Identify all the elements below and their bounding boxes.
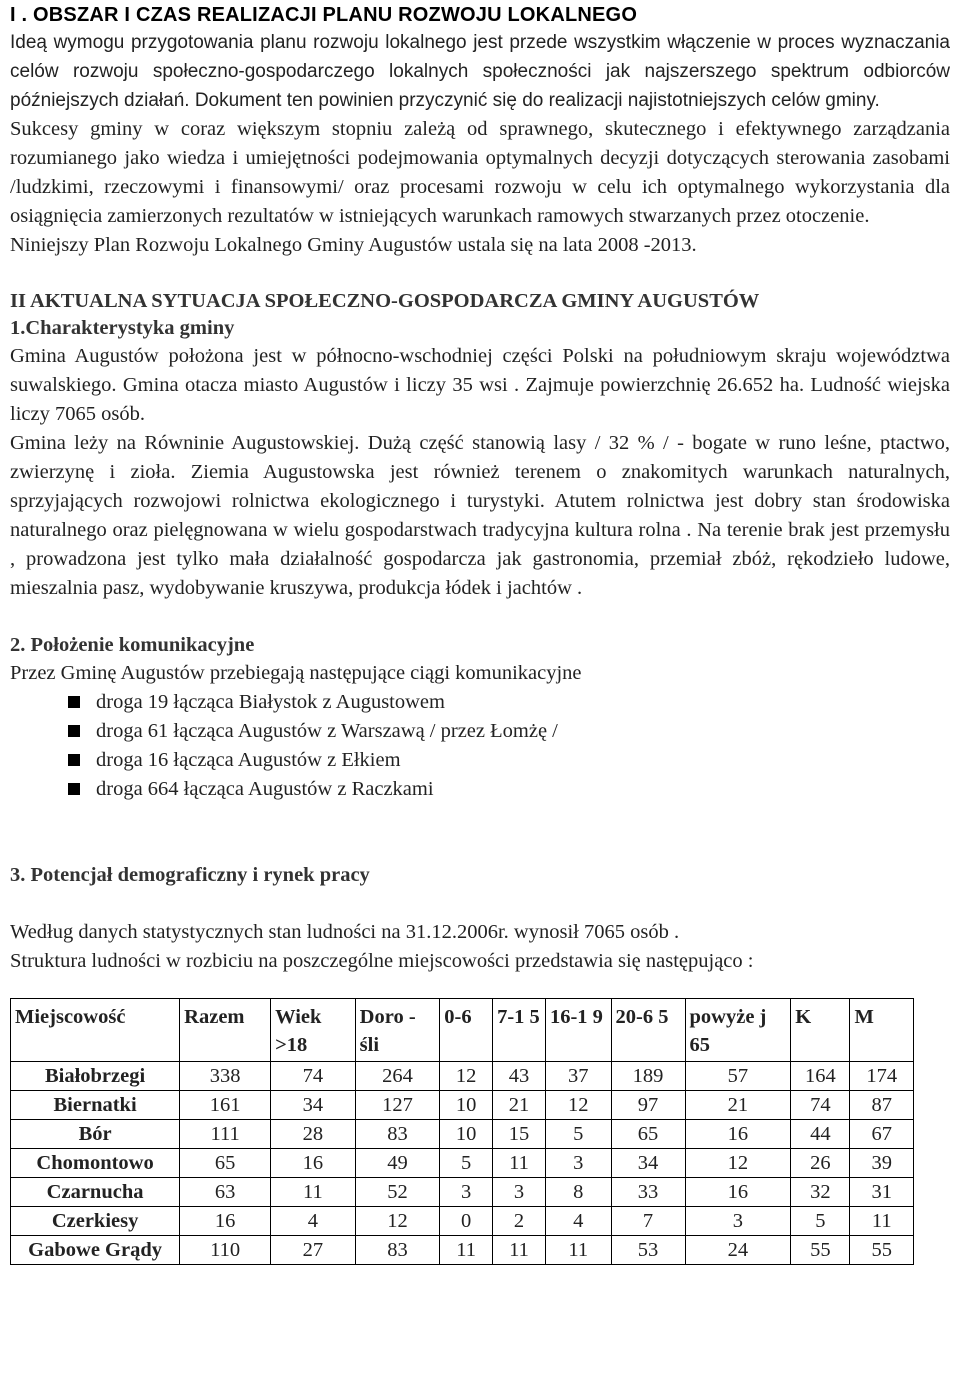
table-cell: 28 <box>271 1120 356 1149</box>
column-header: M <box>850 999 914 1062</box>
column-header: powyże j 65 <box>685 999 791 1062</box>
table-cell: 65 <box>180 1149 271 1178</box>
table-cell: 12 <box>355 1207 440 1236</box>
table-cell: 34 <box>271 1091 356 1120</box>
table-row <box>11 1120 914 1149</box>
section-1-paragraph-1: Ideą wymogu przygotowania planu rozwoju lokalnego jest przede wszystkim włączenie w proces wyznaczania celów rozwoju społeczno-gospodarczego lokalnych społeczności jak najszerszego spektrum odbiorców późniejszych działań. Dokument ten powinien przyczynić się do realizacji najistotniejszych celów gminy. <box>10 32 950 111</box>
route-text: droga 19 łącząca Białystok z Augustowem <box>96 691 445 713</box>
table-header-row <box>11 999 914 1062</box>
table-cell: 21 <box>685 1091 791 1120</box>
column-header: K <box>791 999 850 1062</box>
subsection-1-paragraph-1: Gmina Augustów położona jest w północno-wschodniej części Polski na południowym skraju województwa suwalskiego. Gmina otacza miasto Augustów i liczy 35 wsi . Zajmuje powierzchnię 26.652 ha. Ludność wiejska liczy 7065 osób. <box>10 345 950 425</box>
table-cell: 164 <box>791 1062 850 1091</box>
table-cell: 37 <box>545 1062 611 1091</box>
table-cell: 11 <box>493 1149 546 1178</box>
table-cell: 83 <box>355 1120 440 1149</box>
square-bullet-icon <box>68 783 80 795</box>
table-cell: 161 <box>180 1091 271 1120</box>
table-cell: 12 <box>685 1149 791 1178</box>
routes-intro: Przez Gminę Augustów przebiegają następujące ciągi komunikacyjne <box>10 662 582 684</box>
table-cell: 33 <box>611 1178 685 1207</box>
table-cell: 67 <box>850 1120 914 1149</box>
table-cell: 16 <box>685 1178 791 1207</box>
locality-name-cell: Biernatki <box>11 1091 180 1120</box>
table-cell: 174 <box>850 1062 914 1091</box>
table-cell: 32 <box>791 1178 850 1207</box>
table-cell: 27 <box>271 1236 356 1265</box>
table-cell: 26 <box>791 1149 850 1178</box>
list-item <box>68 746 950 775</box>
table-cell: 110 <box>180 1236 271 1265</box>
table-cell: 49 <box>355 1149 440 1178</box>
table-cell: 55 <box>791 1236 850 1265</box>
table-cell: 87 <box>850 1091 914 1120</box>
table-cell: 11 <box>271 1178 356 1207</box>
locality-name-cell: Chomontowo <box>11 1149 180 1178</box>
section-2-heading: II AKTUALNA SYTUACJA SPOŁECZNO-GOSPODARCZA GMINY AUGUSTÓW <box>10 290 760 312</box>
section-1-paragraph-3: Niniejszy Plan Rozwoju Lokalnego Gminy Augustów ustala się na lata 2008 -2013. <box>10 234 697 256</box>
locality-name-cell: Białobrzegi <box>11 1062 180 1091</box>
subsection-1-heading: 1.Charakterystyka gminy <box>10 317 235 339</box>
table-cell: 53 <box>611 1236 685 1265</box>
table-cell: 16 <box>271 1149 356 1178</box>
table-cell: 5 <box>791 1207 850 1236</box>
table-cell: 15 <box>493 1120 546 1149</box>
table-row <box>11 1091 914 1120</box>
table-cell: 10 <box>440 1120 493 1149</box>
table-row <box>11 1207 914 1236</box>
table-cell: 24 <box>685 1236 791 1265</box>
table-cell: 16 <box>180 1207 271 1236</box>
table-row <box>11 1178 914 1207</box>
table-cell: 5 <box>440 1149 493 1178</box>
table-body <box>11 1062 914 1265</box>
square-bullet-icon <box>68 754 80 766</box>
table-cell: 0 <box>440 1207 493 1236</box>
table-cell: 97 <box>611 1091 685 1120</box>
column-header: Wiek >18 <box>271 999 356 1062</box>
table-cell: 21 <box>493 1091 546 1120</box>
column-header: 16-1 9 <box>545 999 611 1062</box>
square-bullet-icon <box>68 725 80 737</box>
section-1-paragraph-2: Sukcesy gminy w coraz większym stopniu zależą od sprawnego, skutecznego i efektywnego zarządzania rozumianego jako wiedza i umiejętności podejmowania optymalnych decyzji dotyczących sterowania zasobami /ludzkimi, rzeczowymi i finansowymi/ oraz procesami rozwoju w celu ich optymalnego wykorzystania dla osiągnięcia zamierzonych rezultatów w istniejących warunkach ramowych stwarzanych przez otoczenie. <box>10 118 950 227</box>
table-cell: 11 <box>440 1236 493 1265</box>
demography-paragraph-2: Struktura ludności w rozbiciu na poszczególne miejscowości przedstawia się następująco : <box>10 950 754 972</box>
route-text: droga 664 łącząca Augustów z Raczkami <box>96 778 434 800</box>
table-cell: 5 <box>545 1120 611 1149</box>
table-cell: 74 <box>791 1091 850 1120</box>
locality-name-cell: Bór <box>11 1120 180 1149</box>
table-cell: 16 <box>685 1120 791 1149</box>
table-cell: 10 <box>440 1091 493 1120</box>
population-table <box>10 998 914 1265</box>
route-text: droga 16 łącząca Augustów z Ełkiem <box>96 749 401 771</box>
table-cell: 4 <box>271 1207 356 1236</box>
route-text: droga 61 łącząca Augustów z Warszawą / przez Łomżę / <box>96 720 558 742</box>
table-cell: 11 <box>850 1207 914 1236</box>
table-cell: 3 <box>493 1178 546 1207</box>
list-item <box>68 717 950 746</box>
table-cell: 52 <box>355 1178 440 1207</box>
table-row <box>11 1236 914 1265</box>
locality-name-cell: Gabowe Grądy <box>11 1236 180 1265</box>
column-header: 20-6 5 <box>611 999 685 1062</box>
table-cell: 8 <box>545 1178 611 1207</box>
demography-paragraph-1: Według danych statystycznych stan ludności na 31.12.2006r. wynosił 7065 osób . <box>10 921 680 943</box>
table-cell: 12 <box>545 1091 611 1120</box>
square-bullet-icon <box>68 696 80 708</box>
table-cell: 31 <box>850 1178 914 1207</box>
subsection-2-heading: 2. Położenie komunikacyjne <box>10 634 255 656</box>
table-cell: 11 <box>545 1236 611 1265</box>
section-1-heading: I . OBSZAR I CZAS REALIZACJI PLANU ROZWOJU LOKALNEGO <box>10 4 638 26</box>
table-cell: 55 <box>850 1236 914 1265</box>
column-header: Razem <box>180 999 271 1062</box>
locality-name-cell: Czerkiesy <box>11 1207 180 1236</box>
table-cell: 65 <box>611 1120 685 1149</box>
table-cell: 39 <box>850 1149 914 1178</box>
locality-name-cell: Czarnucha <box>11 1178 180 1207</box>
table-row <box>11 1062 914 1091</box>
table-cell: 111 <box>180 1120 271 1149</box>
table-cell: 4 <box>545 1207 611 1236</box>
table-cell: 34 <box>611 1149 685 1178</box>
table-cell: 57 <box>685 1062 791 1091</box>
table-cell: 83 <box>355 1236 440 1265</box>
table-cell: 74 <box>271 1062 356 1091</box>
column-header: Doro - śli <box>355 999 440 1062</box>
table-cell: 44 <box>791 1120 850 1149</box>
subsection-1-paragraph-2: Gmina leży na Równinie Augustowskiej. Dużą część stanowią lasy / 32 % / - bogate w runo leśne, ptactwo, zwierzynę i zioła. Ziemia Augustowska jest również terenem o znakomitych warunkach naturalnych, sprzyjających rozwojowi rolnictwa ekologicznego i turystyki. Atutem rolnictwa jest dobry stan środowiska naturalnego oraz pielęgnowana w wielu gospodarstwach tradycyjna kultura rolna . Na terenie brak jest przemysłu , prowadzona jest tylko mała działalność gospodarcza jak gastronomia, przemiał zbóż, rękodzieło ludowe, mieszalnia pasz, wydobywanie kruszywa, produkcja łódek i jachtów . <box>10 432 950 599</box>
table-cell: 2 <box>493 1207 546 1236</box>
table-cell: 189 <box>611 1062 685 1091</box>
table-cell: 12 <box>440 1062 493 1091</box>
table-cell: 127 <box>355 1091 440 1120</box>
list-item <box>68 688 950 717</box>
table-cell: 11 <box>493 1236 546 1265</box>
table-row <box>11 1149 914 1178</box>
column-header: 7-1 5 <box>493 999 546 1062</box>
table-cell: 3 <box>685 1207 791 1236</box>
table-cell: 63 <box>180 1178 271 1207</box>
table-cell: 7 <box>611 1207 685 1236</box>
routes-list <box>10 688 950 804</box>
table-cell: 3 <box>440 1178 493 1207</box>
table-cell: 43 <box>493 1062 546 1091</box>
column-header: Miejscowość <box>11 999 180 1062</box>
subsection-3-heading: 3. Potencjał demograficzny i rynek pracy <box>10 864 370 886</box>
column-header: 0-6 <box>440 999 493 1062</box>
table-cell: 3 <box>545 1149 611 1178</box>
list-item <box>68 775 950 804</box>
table-cell: 264 <box>355 1062 440 1091</box>
table-cell: 338 <box>180 1062 271 1091</box>
